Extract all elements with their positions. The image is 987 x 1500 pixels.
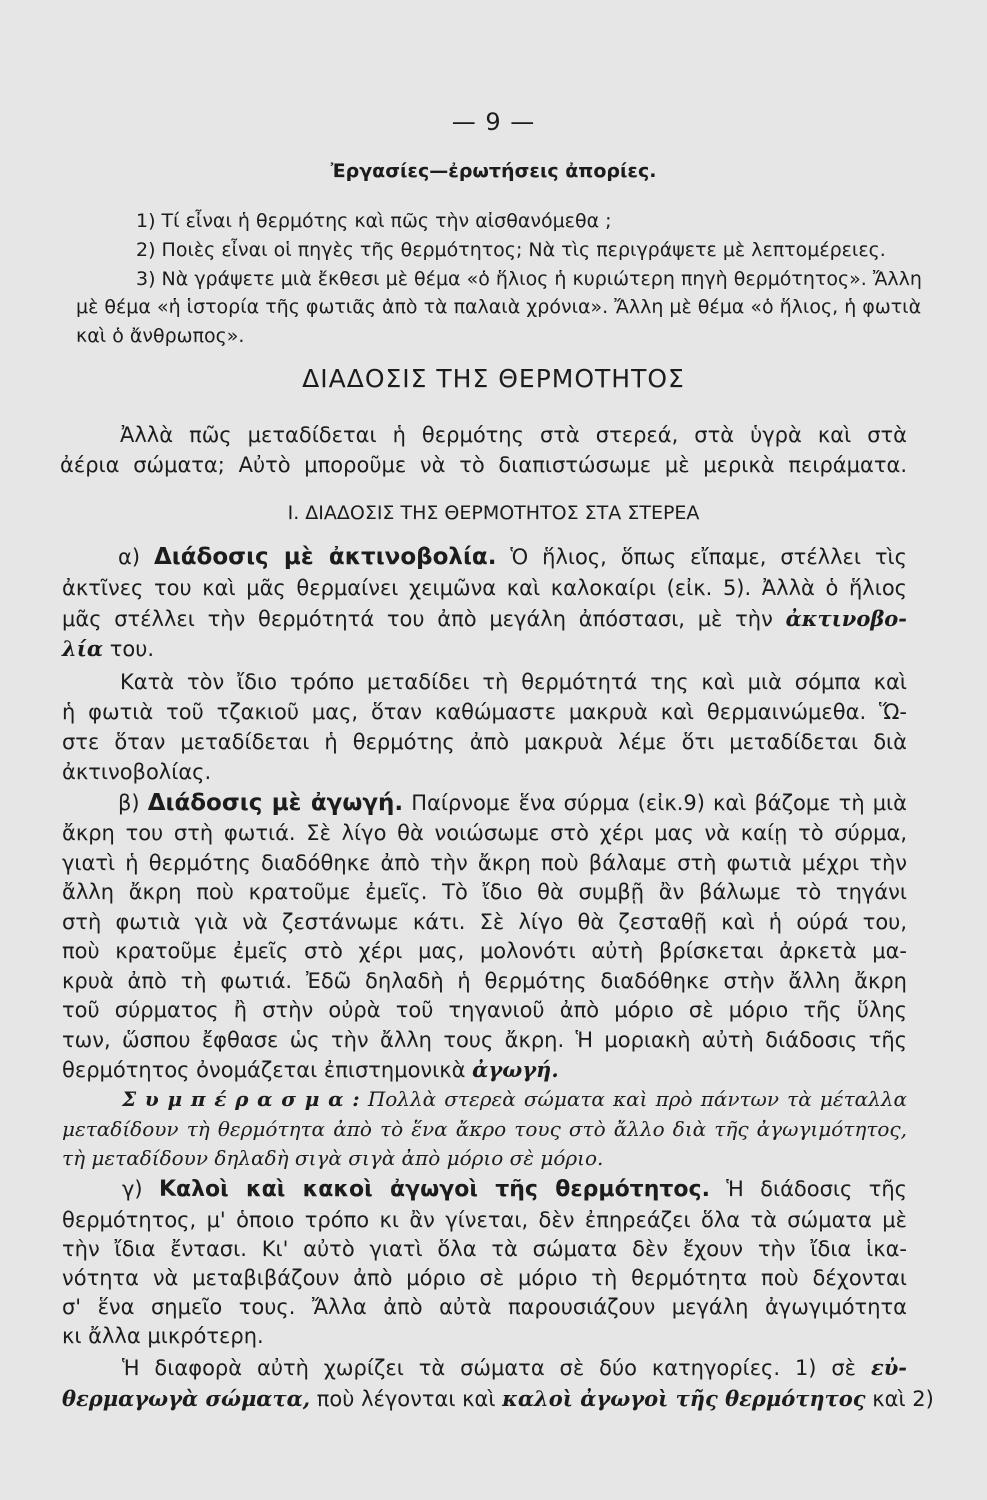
subsection-title: Ι. ΔΙΑΔΟΣΙΣ ΤΗΣ ΘΕΡΜΟΤΗΤΟΣ ΣΤΑ ΣΤΕΡΕΑ	[287, 502, 700, 524]
section-b-line-9: των, ὥσπου ἔφθασε ὡς τὴν ἄλλη τους ἄκρη. Ἡ μοριακὴ αὐτὴ διάδοσις τῆς	[62, 1028, 907, 1052]
section-b-line-2: ἄκρη του στὴ φωτιά. Σὲ λίγο θὰ νοιώσωμε στὸ χέρι μας νὰ καίῃ τὸ σύρμα,	[62, 821, 907, 845]
section-c-line-1-text: Ἡ διάδοσις τῆς	[726, 1177, 907, 1201]
section-c-term-1b: θερμαγωγὰ σώματα,	[62, 1386, 311, 1411]
conclusion-line-3: τὴ μεταδίδουν δηλαδὴ σιγὰ σιγὰ ἀπὸ μόριο σὲ μόριο.	[62, 1146, 604, 1170]
section-a-p2-line-2: ἡ φωτιὰ τοῦ τζακιοῦ μας, ὅταν καθώμαστε μακρυὰ καὶ θερμαινώμεθα. Ὥ-	[62, 700, 907, 724]
intro-line-1: Ἀλλὰ πῶς μεταδίδεται ἡ θερμότης στὰ στερεά, στὰ ὑγρὰ καὶ στὰ	[120, 423, 907, 447]
question-3: 3) Νὰ γράψετε μιὰ ἔκθεσι μὲ θέμα «ὁ ἥλιος ἡ κυριώτερη πηγὴ θερμότητος». Ἄλλη	[136, 268, 922, 290]
question-1: 1) Τί εἶναι ἡ θερμότης καὶ πῶς τὴν αἰσθανόμεθα ;	[136, 210, 612, 232]
section-b-line-6: ποὺ κρατοῦμε ἐμεῖς στὸ χέρι μας, μολονότι αὐτὴ βρίσκεται ἀρκετὰ μα-	[62, 939, 907, 963]
chapter-title: ΔΙΑΔΟΣΙΣ ΤΗΣ ΘΕΡΜΟΤΗΤΟΣ	[302, 364, 685, 393]
section-a-term-end: λία	[62, 636, 104, 661]
section-c-p2-line-1	[122, 1355, 907, 1380]
section-c-line-5: σ' ἕνα σημεῖο τους. Ἄλλα ἀπὸ αὐτὰ παρουσιάζουν μεγάλη ἀγωγιμότητα	[62, 1295, 907, 1319]
section-b-line-5: στὴ φωτιὰ γιὰ νὰ ζεστάνωμε κάτι. Σὲ λίγο θὰ ζεσταθῇ καὶ ἡ ούρά του,	[62, 910, 907, 934]
section-c-line-4: νότητα νὰ μεταβιβάζουν ἀπὸ μόριο σὲ μόριο τὴ θερμότητα ποὺ δέχονται	[62, 1266, 907, 1290]
section-a-line-1-text: Ὁ ἥλιος, ὅπως εἴπαμε, στέλλει τὶς	[510, 545, 907, 569]
section-a-line-1	[118, 544, 907, 570]
section-c-line-3: τὴν ἴδια ἔντασι. Κι' αὐτὸ γιατὶ ὅλα τὰ σώματα δὲν ἔχουν τὴν ἴδια ἱκα-	[62, 1237, 907, 1261]
page-number: — 9 —	[451, 108, 536, 136]
section-b-line-3: γιατὶ ἡ θερμότης διαδόθηκε ἀπὸ τὴν ἄκρη ποὺ βάλαμε στὴ φωτιὰ μέχρι τὴν	[62, 851, 907, 875]
section-c-line-2: θερμότητος, μ' ὁποιο τρόπο κι ἂν γίνεται, δὲν ἐπηρεάζει ὅλα τὰ σώματα μὲ	[62, 1208, 907, 1232]
section-c-line-1	[122, 1177, 907, 1202]
section-a-label: α)	[118, 545, 141, 569]
section-b-heading: Διάδοσις μὲ ἀγωγή.	[147, 790, 404, 816]
question-3-cont: μὲ θέμα «ἡ ἱστορία τῆς φωτιᾶς ἀπὸ τὰ παλαιὰ χρόνια». Ἄλλη μὲ θέμα «ὁ ἥλιος, ἡ φωτιὰ	[76, 296, 922, 318]
section-a-term: ἀκτινοβο-	[785, 606, 907, 631]
section-a-line-2: ἀκτῖνες του καὶ μᾶς θερμαίνει χειμῶνα καὶ καλοκαίρι (εἰκ. 5). Ἀλλὰ ὁ ἥλιος	[62, 576, 907, 600]
section-b-line-4: ἄλλη ἄκρη ποὺ κρατοῦμε ἐμεῖς. Τὸ ἴδιο θὰ συμβῇ ἂν βάλωμε τὸ τηγάνι	[62, 880, 907, 904]
section-a-line-3-text: μᾶς στέλλει τὴν θερμότητά του ἀπὸ μεγάλη ἀπόστασι, μὲ τὴν	[62, 607, 773, 631]
conclusion-line-1-text: Πολλὰ στερεὰ σώματα καὶ πρὸ πάντων τὰ μέταλλα	[367, 1087, 908, 1111]
section-a-heading: Διάδοσις μὲ ἀκτινοβολία.	[153, 544, 497, 570]
section-c-p2-line-2	[62, 1386, 934, 1411]
question-3-end: καὶ ὁ ἄνθρωπος».	[76, 325, 245, 347]
section-b-line-7: κρυὰ ἀπὸ τὴ φωτιά. Ἐδῶ δηλαδὴ ἡ θερμότης διαδόθηκε στὴν ἄλλη ἄκρη	[62, 969, 907, 993]
section-c-heading: Καλοὶ καὶ κακοὶ ἀγωγοὶ τῆς θερμότητος.	[158, 1177, 710, 1202]
section-b-line-1-text: Παίρνομε ἕνα σύρμα (εἰκ.9) καὶ βάζομε τὴ μιὰ	[411, 791, 908, 815]
section-a-line-4-text: του.	[109, 637, 155, 661]
intro-line-2: ἀέρια σώματα; Αὐτὸ μποροῦμε νὰ τὸ διαπιστώσωμε μὲ μερικὰ πειράματα.	[60, 453, 907, 477]
conclusion-line-2: μεταδίδουν τὴ θερμότητα ἀπὸ τὸ ἕνα ἄκρο τους στὸ ἄλλο διὰ τῆς ἀγωγιμότητος,	[62, 1117, 907, 1141]
section-c-term-2: καλοὶ ἀγωγοὶ τῆς θερμότητος	[502, 1386, 866, 1411]
section-a-p2-line-1: Κατὰ τὸν ἴδιο τρόπο μεταδίδει τὴ θερμότητά της καὶ μιὰ σόμπα καὶ	[120, 670, 907, 694]
section-c-line-6: κι ἄλλα μικρότερη.	[62, 1324, 264, 1348]
section-b-term: ἀγωγή.	[472, 1057, 559, 1082]
conclusion-line-1	[122, 1087, 907, 1111]
section-b-line-8: τοῦ σύρματος ἢ στὴν οὐρὰ τοῦ τηγανιοῦ ἀπὸ μόριο σὲ μόριο τῆς ὕλης	[62, 998, 907, 1022]
section-heading: Ἐργασίες—ἐρωτήσεις ἀπορίες.	[330, 160, 657, 182]
section-b-line-1	[118, 790, 907, 816]
section-a-line-4	[62, 636, 154, 661]
section-a-p2-line-3: στε ὅταν μεταδίδεται ἡ θερμότης ἀπὸ μακρυὰ λέμε ὅτι μεταδίδεται διὰ	[62, 730, 907, 754]
section-c-term-1a: εὐ-	[870, 1355, 907, 1380]
section-c-label: γ)	[122, 1177, 143, 1201]
section-c-p2-text: Ἡ διαφορὰ αὐτὴ χωρίζει τὰ σώματα σὲ δύο κατηγορίες. 1) σὲ	[122, 1356, 857, 1380]
question-2: 2) Ποιὲς εἶναι οἱ πηγὲς τῆς θερμότητος; Νὰ τὶς περιγράψετε μὲ λεπτομέρειες.	[136, 239, 886, 261]
section-b-label: β)	[118, 791, 140, 815]
section-c-p2-mid: ποὺ λέγονται καὶ	[316, 1387, 496, 1411]
section-a-p2-line-4: ἀκτινοβολίας.	[62, 760, 212, 784]
section-a-line-3	[62, 606, 907, 631]
conclusion-label: Σ υ μ π έ ρ α σ μ α :	[122, 1087, 360, 1111]
section-c-p2-end: καὶ 2)	[872, 1387, 934, 1411]
section-b-line-10	[62, 1057, 559, 1082]
section-b-last-text: θερμότητος ὀνομάζεται ἐπιστημονικὰ	[62, 1058, 466, 1082]
